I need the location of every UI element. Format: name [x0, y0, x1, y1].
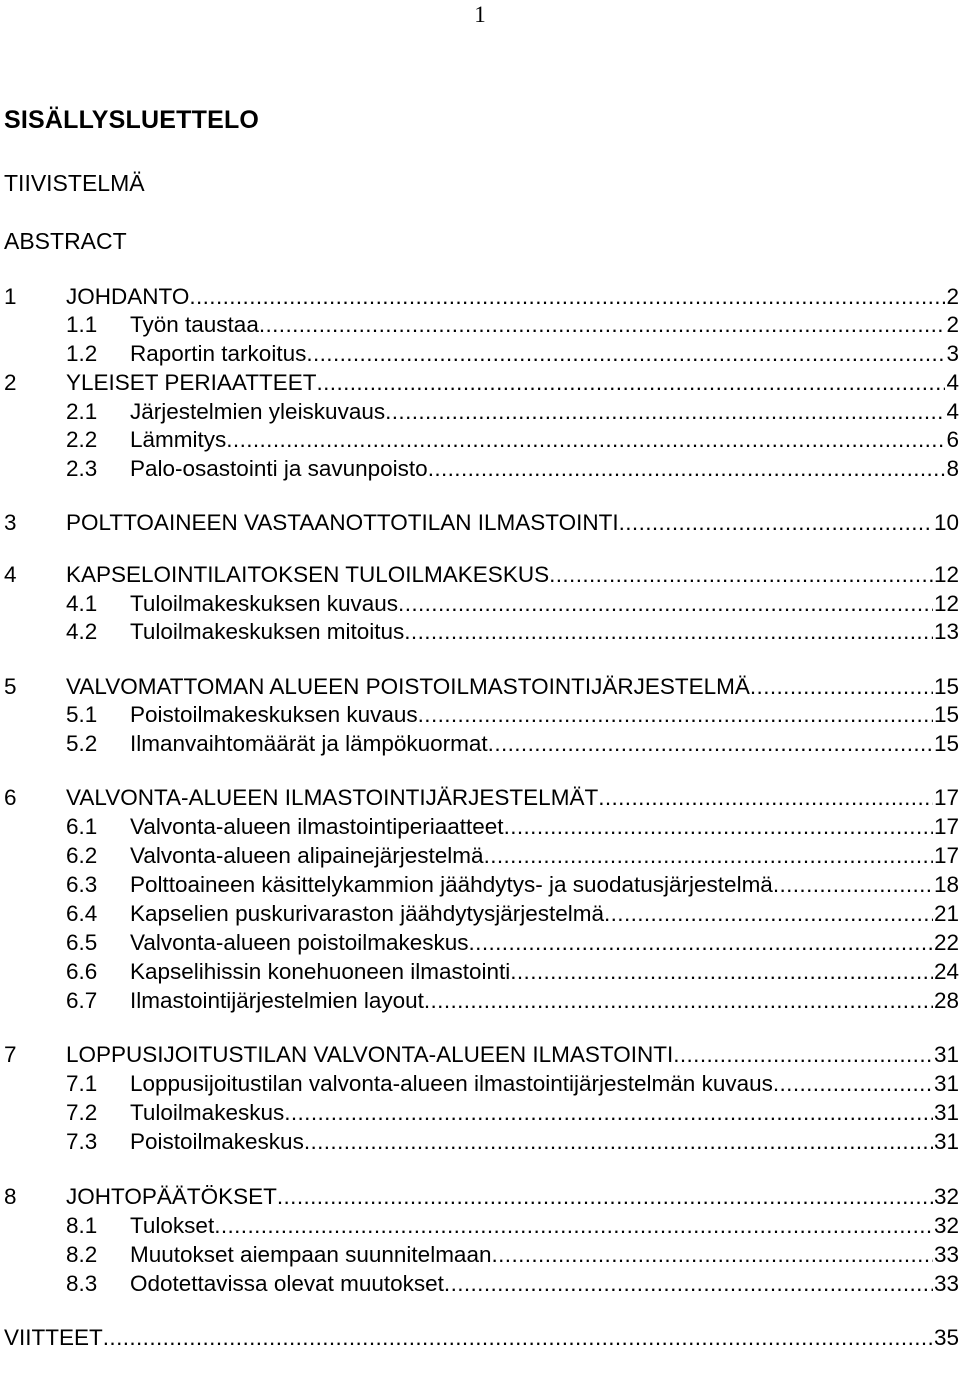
toc-entry-page: 3 [946, 341, 959, 366]
dot-leader [549, 560, 933, 590]
toc-entry[interactable] [0, 928, 960, 958]
toc-entry-number: 1.1 [66, 312, 98, 337]
toc-entry-number: 5.2 [66, 731, 98, 756]
toc-entry[interactable] [0, 1069, 960, 1099]
toc-entry-page: 10 [933, 510, 959, 535]
toc-entry[interactable] [0, 1098, 960, 1128]
toc-entry-page: 13 [933, 619, 959, 644]
toc-entry[interactable] [0, 700, 960, 730]
dot-leader [604, 899, 933, 929]
toc-entry-page: 28 [933, 988, 959, 1013]
toc-entry-label: Raportin tarkoitus [130, 341, 307, 366]
toc-entry[interactable] [0, 986, 960, 1016]
dot-leader [259, 310, 946, 340]
toc-entry-number: 7.1 [66, 1071, 98, 1096]
dot-leader [750, 672, 933, 702]
toc-entry[interactable] [0, 812, 960, 842]
toc-entry-label: POLTTOAINEEN VASTAANOTTOTILAN ILMASTOINTI [66, 510, 619, 535]
toc-entry-label: Poistoilmakeskuksen kuvaus [130, 702, 418, 727]
toc-entry-number: 8.2 [66, 1242, 98, 1267]
dot-leader [306, 339, 945, 369]
toc-entry-label: JOHDANTO [66, 284, 190, 309]
dot-leader [385, 397, 945, 427]
toc-entry-number: 2.3 [66, 456, 98, 481]
toc-entry-label: KAPSELOINTILAITOKSEN TULOILMAKESKUS [66, 562, 550, 587]
toc-entry-label: Tuloilmakeskuksen kuvaus [130, 591, 399, 616]
toc-entry-page: 12 [933, 591, 959, 616]
dot-leader [418, 700, 933, 730]
toc-entry-label: VALVONTA-ALUEEN ILMASTOINTIJÄRJESTELMÄT [66, 785, 599, 810]
dot-leader [598, 783, 933, 813]
toc-entry[interactable] [0, 957, 960, 987]
toc-entry-label: Palo-osastointi ja savunpoisto [130, 456, 428, 481]
toc-entry-number: 7 [4, 1042, 17, 1067]
toc-entry-page: 17 [933, 843, 959, 868]
toc-entry-page: 15 [933, 731, 959, 756]
toc-entry-number: 4.1 [66, 591, 98, 616]
dot-leader [491, 1240, 932, 1270]
toc-entry-label: Tulokset [130, 1213, 215, 1238]
toc-entry-number: 1 [4, 284, 17, 309]
toc-entry[interactable] [0, 783, 960, 813]
dot-leader [469, 928, 933, 958]
toc-entry-page: 33 [933, 1271, 959, 1296]
toc-entry-number: 4.2 [66, 619, 98, 644]
toc-entry[interactable] [0, 339, 960, 369]
dot-leader [189, 282, 945, 312]
toc-entry-label: Odotettavissa olevat muutokset [130, 1271, 444, 1296]
toc-entry-page: 21 [933, 901, 959, 926]
toc-entry-number: 3 [4, 510, 17, 535]
toc-entry-page: 32 [933, 1184, 959, 1209]
toc-entry-page: 12 [933, 562, 959, 587]
toc-entry[interactable] [0, 1040, 960, 1070]
toc-entry-label: Kapselihissin konehuoneen ilmastointi [130, 959, 511, 984]
toc-entry-number: 8 [4, 1184, 17, 1209]
toc-entry[interactable] [0, 425, 960, 455]
tiivistelma-heading: TIIVISTELMÄ [4, 170, 145, 196]
toc-entry-label: Ilmanvaihtomäärät ja lämpökuormat [130, 731, 488, 756]
toc-entry[interactable] [0, 729, 960, 759]
toc-entry[interactable] [0, 560, 960, 590]
toc-entry-page: 2 [946, 284, 959, 309]
toc-entry-page: 6 [946, 427, 959, 452]
toc-entry-number: 6.4 [66, 901, 98, 926]
dot-leader [619, 508, 933, 538]
toc-entry-label: LOPPUSIJOITUSTILAN VALVONTA-ALUEEN ILMASTOINTI [66, 1042, 674, 1067]
toc-entry[interactable] [0, 899, 960, 929]
toc-entry-page: 24 [933, 959, 959, 984]
toc-entry[interactable] [0, 368, 960, 398]
toc-entry[interactable] [0, 454, 960, 484]
toc-entry-number: 4 [4, 562, 17, 587]
toc-entry[interactable] [0, 672, 960, 702]
toc-entry-label: VALVOMATTOMAN ALUEEN POISTOILMASTOINTIJÄRJESTELMÄ [66, 674, 750, 699]
toc-entry[interactable] [0, 1211, 960, 1241]
page-number: 1 [474, 2, 486, 27]
toc-entry-number: 1.2 [66, 341, 98, 366]
toc-entry[interactable] [0, 397, 960, 427]
dot-leader [317, 368, 946, 398]
dot-leader [398, 589, 933, 619]
toc-entry[interactable] [0, 841, 960, 871]
toc-entry-page: 17 [933, 785, 959, 810]
toc-entry-number: 2 [4, 370, 17, 395]
toc-entry[interactable] [0, 1127, 960, 1157]
toc-entry-label: VIITTEET [4, 1325, 103, 1350]
toc-entry-label: Kapselien puskurivaraston jäähdytysjärjestelmä [130, 901, 604, 926]
toc-entry-label: Ilmastointijärjestelmien layout [130, 988, 424, 1013]
toc-entry-number: 7.3 [66, 1129, 98, 1154]
toc-entry-label: Lämmitys [130, 427, 227, 452]
toc-entry[interactable] [0, 589, 960, 619]
dot-leader [488, 729, 933, 759]
toc-entry-number: 6.3 [66, 872, 98, 897]
toc-entry[interactable] [0, 870, 960, 900]
abstract-heading: ABSTRACT [4, 228, 127, 254]
toc-entry-page: 17 [933, 814, 959, 839]
toc-entry[interactable] [0, 617, 960, 647]
toc-entry-label: Poistoilmakeskus [130, 1129, 304, 1154]
dot-leader [424, 986, 933, 1016]
toc-entry-label: Loppusijoitustilan valvonta-alueen ilmastointijärjestelmän kuvaus [130, 1071, 773, 1096]
toc-entry-page: 15 [933, 702, 959, 727]
dot-leader [428, 454, 946, 484]
toc-entry-number: 6.5 [66, 930, 98, 955]
toc-entry-number: 6.6 [66, 959, 98, 984]
toc-entry-page: 2 [946, 312, 959, 337]
toc-entry-label: Valvonta-alueen ilmastointiperiaatteet [130, 814, 504, 839]
toc-entry-page: 15 [933, 674, 959, 699]
toc-entry-label: Valvonta-alueen alipainejärjestelmä [130, 843, 484, 868]
toc-entry-label: Muutokset aiempaan suunnitelmaan [130, 1242, 492, 1267]
toc-entry-label: Järjestelmien yleiskuvaus [130, 399, 386, 424]
toc-entry-number: 2.2 [66, 427, 98, 452]
dot-leader [504, 812, 933, 842]
toc-entry-page: 22 [933, 930, 959, 955]
toc-entry[interactable] [0, 508, 960, 538]
toc-entry-page: 35 [933, 1325, 959, 1350]
toc-entry-number: 6.2 [66, 843, 98, 868]
toc-entry[interactable] [0, 1323, 960, 1353]
dot-leader [404, 617, 933, 647]
dot-leader [103, 1323, 933, 1353]
toc-entry-number: 8.1 [66, 1213, 98, 1238]
toc-entry-number: 2.1 [66, 399, 98, 424]
toc-entry-number: 5 [4, 674, 17, 699]
toc-entry-number: 7.2 [66, 1100, 98, 1125]
toc-entry-number: 8.3 [66, 1271, 98, 1296]
dot-leader [214, 1211, 933, 1241]
toc-entry-page: 18 [933, 872, 959, 897]
toc-entry-page: 4 [946, 370, 959, 395]
dot-leader [226, 425, 945, 455]
toc-entry-page: 32 [933, 1213, 959, 1238]
page-title: SISÄLLYSLUETTELO [4, 106, 260, 134]
toc-entry-page: 31 [933, 1129, 959, 1154]
toc-entry-label: YLEISET PERIAATTEET [66, 370, 317, 395]
toc-entry-label: JOHTOPÄÄTÖKSET [66, 1184, 277, 1209]
toc-entry[interactable] [0, 282, 960, 312]
toc-entry[interactable] [0, 1240, 960, 1270]
toc-entry-number: 6.1 [66, 814, 98, 839]
dot-leader [304, 1127, 933, 1157]
toc-entry-number: 6 [4, 785, 17, 810]
toc-entry-label: Tuloilmakeskuksen mitoitus [130, 619, 405, 644]
dot-leader [510, 957, 933, 987]
toc-entry[interactable] [0, 310, 960, 340]
dot-leader [773, 870, 933, 900]
dot-leader [484, 841, 933, 871]
toc-entry-label: Valvonta-alueen poistoilmakeskus [130, 930, 469, 955]
toc-entry-label: Työn taustaa [130, 312, 259, 337]
toc-entry-page: 31 [933, 1042, 959, 1067]
toc-entry-page: 4 [946, 399, 959, 424]
toc-entry-number: 5.1 [66, 702, 98, 727]
toc-entry[interactable] [0, 1269, 960, 1299]
toc-entry-number: 6.7 [66, 988, 98, 1013]
dot-leader [773, 1069, 933, 1099]
toc-entry-label: Tuloilmakeskus [130, 1100, 285, 1125]
toc-entry-page: 33 [933, 1242, 959, 1267]
dot-leader [444, 1269, 933, 1299]
dot-leader [277, 1182, 933, 1212]
dot-leader [673, 1040, 933, 1070]
toc-entry-page: 31 [933, 1071, 959, 1096]
toc-entry[interactable] [0, 1182, 960, 1212]
toc-entry-page: 31 [933, 1100, 959, 1125]
dot-leader [284, 1098, 933, 1128]
toc-entry-label: Polttoaineen käsittelykammion jäähdytys- ja suodatusjärjestelmä [130, 872, 773, 897]
toc-entry-page: 8 [946, 456, 959, 481]
